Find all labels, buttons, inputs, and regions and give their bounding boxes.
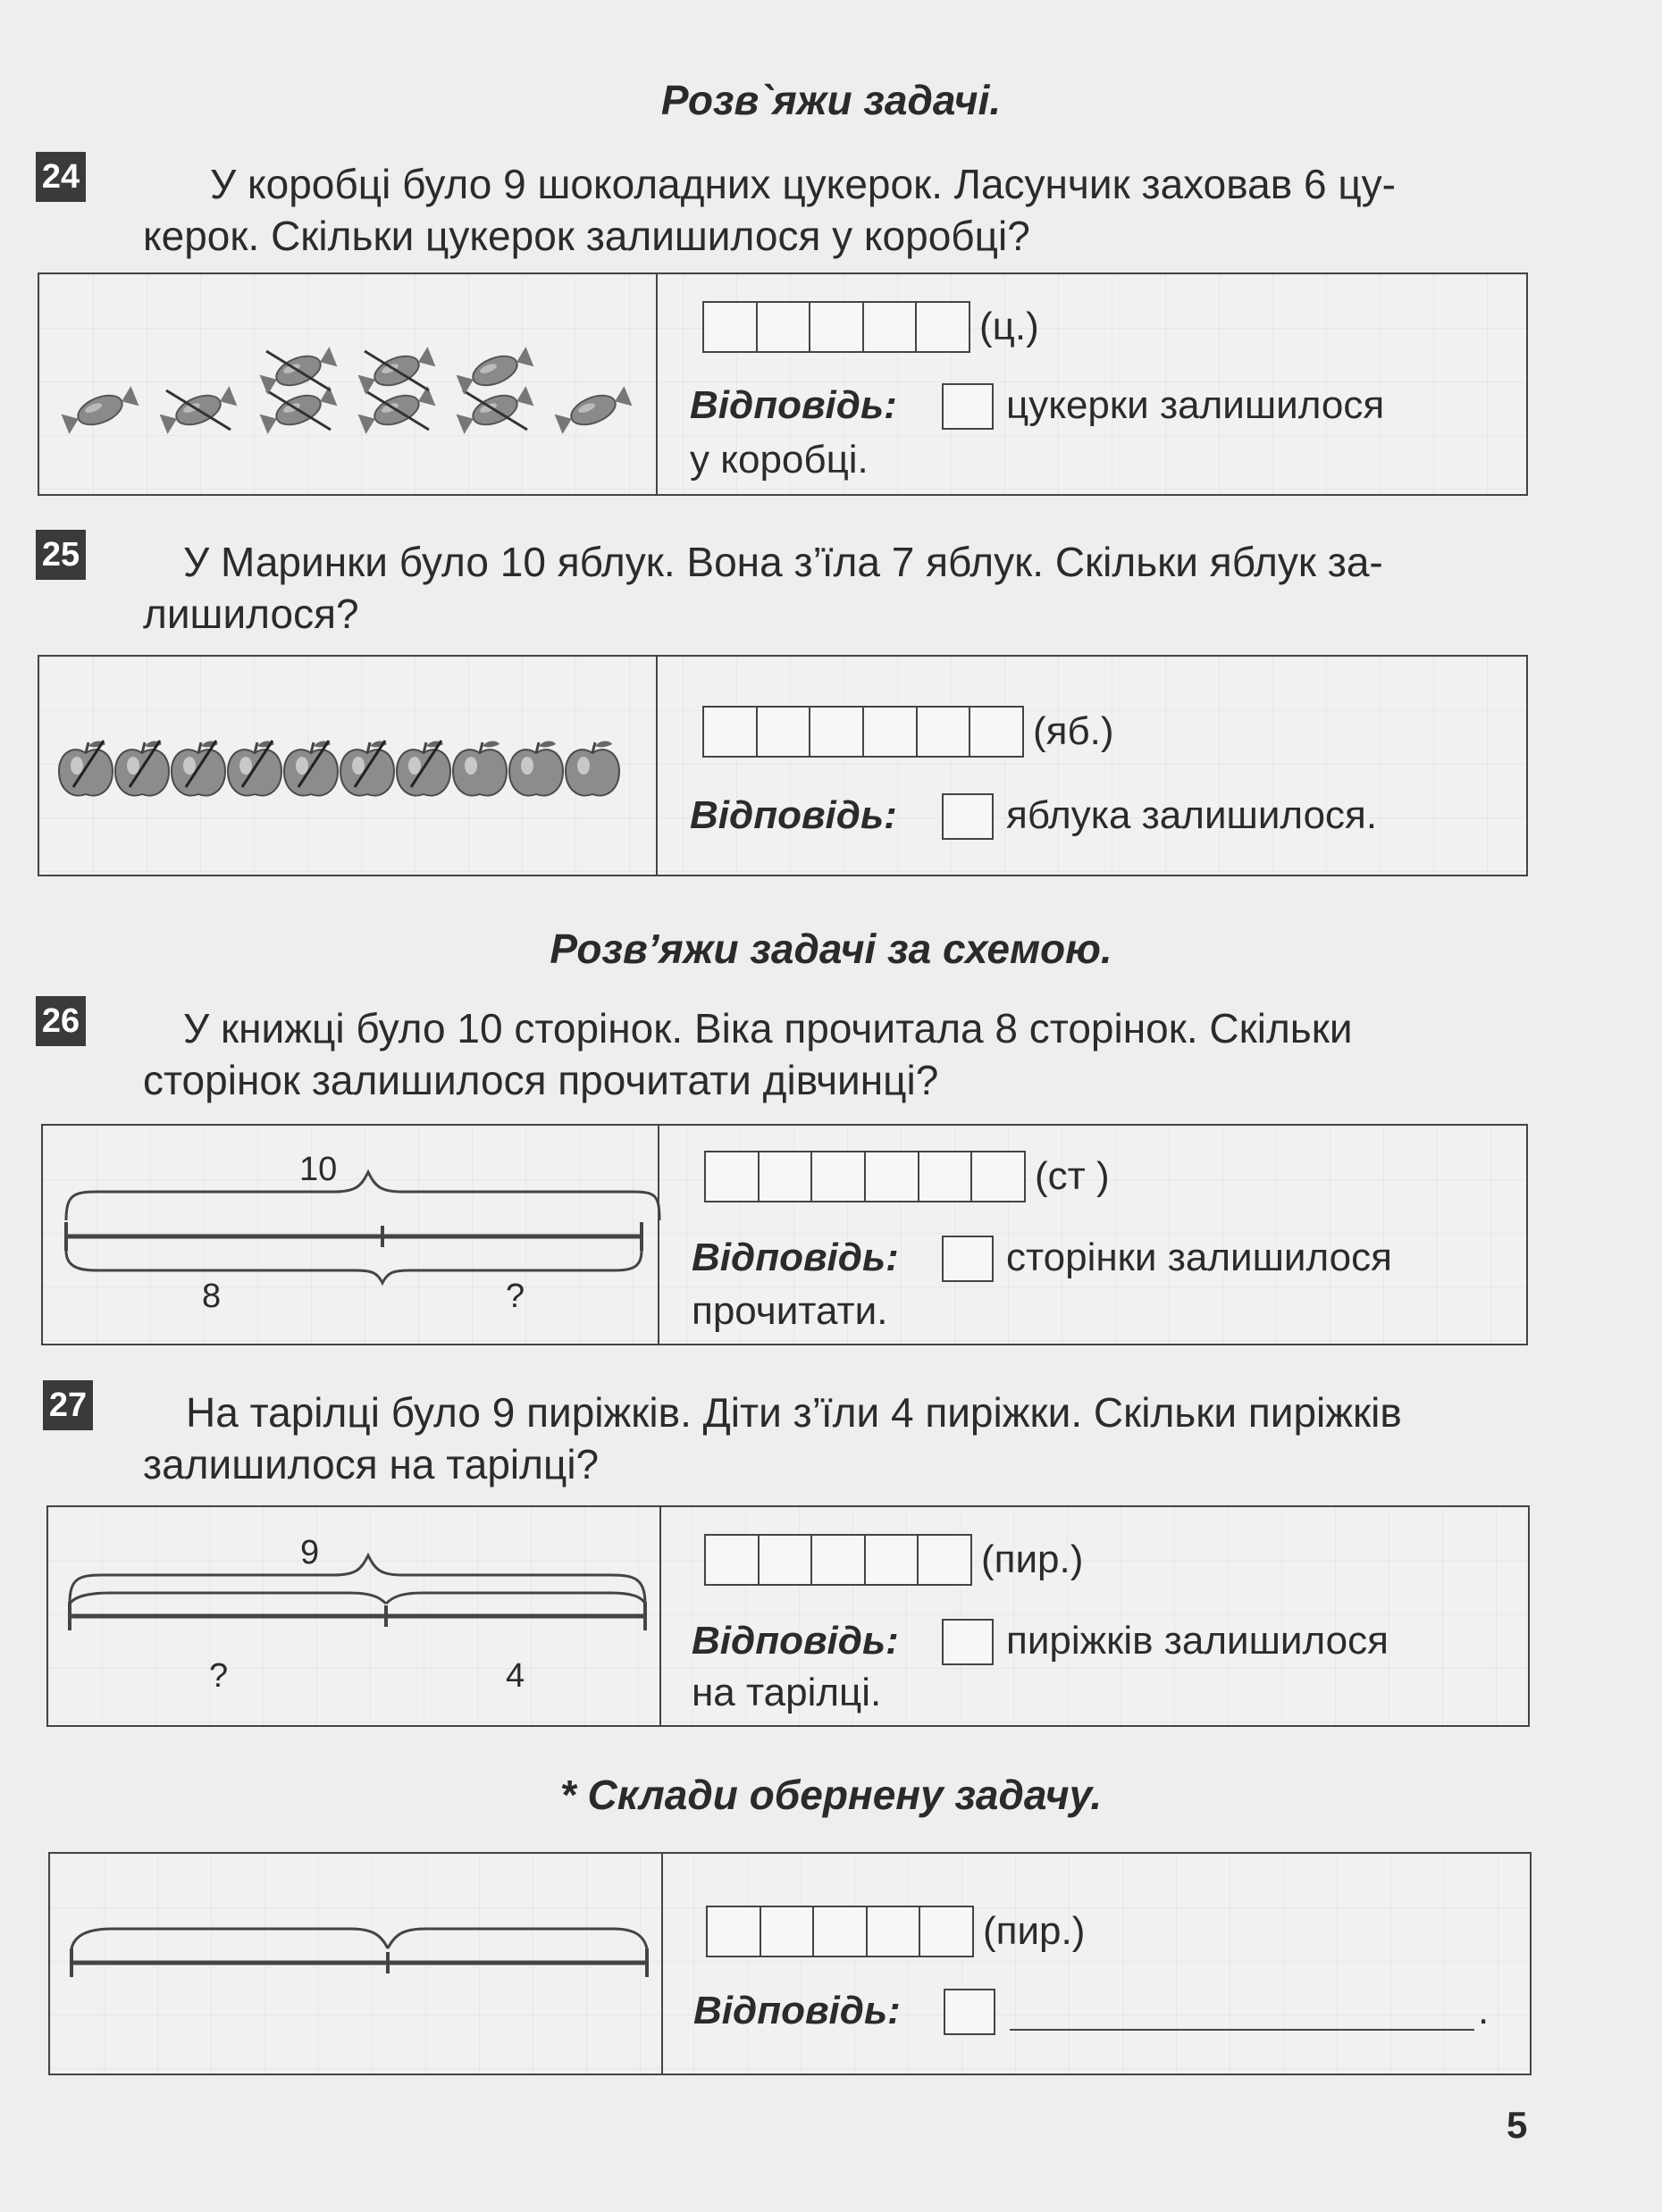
answer-box[interactable] (942, 793, 994, 840)
scheme-total-label: 9 (300, 1534, 320, 1571)
inverse-problem-box (48, 1852, 1532, 2075)
problem-27-text-line1: На тарілці було 9 пиріжків. Діти з’їли 4 пиріжки. Скільки пиріжків (186, 1389, 1402, 1436)
scheme-left-label: 8 (202, 1278, 222, 1315)
apple (566, 742, 619, 796)
answer-text-line2: прочитати. (692, 1289, 888, 1333)
candy (456, 345, 534, 396)
problem-24-text-line1: У коробці було 9 шоколадних цукерок. Ласунчик заховав 6 цу- (210, 161, 1396, 207)
segment-scheme (50, 1854, 661, 2077)
scheme-top-brace (66, 1172, 659, 1220)
solution-cells[interactable] (704, 1151, 1026, 1202)
page-number: 5 (1507, 2104, 1528, 2146)
answer-box[interactable] (942, 1619, 994, 1665)
segment-scheme (43, 1126, 658, 1347)
problem-26-box (41, 1124, 1528, 1345)
answer-label: Відповідь: (690, 383, 897, 427)
problem-26-text-line1: У книжці було 10 сторінок. Віка прочитала 8 сторінок. Скільки (183, 1005, 1353, 1052)
scheme-left-brace (70, 1593, 386, 1604)
scheme-top-brace (70, 1555, 645, 1604)
apple (509, 742, 563, 796)
scheme-left-brace (71, 1929, 388, 1948)
answer-text-line1: сторінки залишилося (1006, 1236, 1392, 1279)
problem-25-box (38, 655, 1528, 876)
problem-24-text-line2: керок. Скільки цукерок залишилося у коробці? (143, 213, 1030, 259)
apples-illustration (39, 657, 656, 878)
candies-illustration (39, 274, 656, 498)
section-heading-3: * Склади обернену задачу. (559, 1772, 1103, 1818)
problem-26-text-line2: сторінок залишилося прочитати дівчинці? (143, 1057, 939, 1103)
problem-number-24: 24 (36, 152, 86, 202)
answer-end-mark: . (1478, 1989, 1490, 2032)
solution-cells[interactable] (706, 1906, 974, 1957)
answer-label: Відповідь: (692, 1619, 899, 1663)
answer-text-line1: яблука залишилося. (1006, 793, 1378, 837)
unit-label: (ц.) (979, 305, 1039, 348)
box-divider (661, 1854, 663, 2074)
problem-25-text-line2: лишилося? (143, 591, 359, 637)
problem-number-27: 27 (43, 1380, 93, 1430)
section-heading-2: Розв’яжи задачі за схемою. (550, 926, 1112, 972)
answer-text-line2: на тарілці. (692, 1671, 882, 1714)
scheme-left-label: ? (209, 1657, 229, 1695)
scheme-right-label: ? (506, 1278, 525, 1315)
unit-label: (ст ) (1035, 1154, 1110, 1198)
answer-label: Відповідь: (692, 1236, 899, 1279)
unit-label: (пир.) (981, 1538, 1084, 1581)
answer-text-line1: пиріжків залишилося (1006, 1619, 1389, 1663)
scheme-total-label: 10 (299, 1151, 338, 1188)
box-divider (659, 1507, 661, 1725)
problem-25-text-line1: У Маринки було 10 яблук. Вона з’їла 7 яблук. Скільки яблук за- (183, 539, 1383, 585)
scheme-right-brace (386, 1593, 645, 1604)
box-divider (656, 274, 658, 494)
problem-24-box (38, 272, 1528, 496)
solution-cells[interactable] (702, 301, 970, 353)
problem-27-box (46, 1505, 1530, 1727)
candy (554, 384, 633, 435)
segment-scheme (48, 1507, 659, 1729)
solution-cells[interactable] (704, 1534, 972, 1586)
unit-label: (яб.) (1033, 709, 1114, 753)
answer-box[interactable] (944, 1989, 995, 2035)
answer-text-line2: у коробці. (690, 438, 869, 482)
answer-label: Відповідь: (693, 1989, 901, 2032)
answer-text-line1: цукерки залишилося (1006, 383, 1385, 427)
section-heading-1: Розв`яжи задачі. (660, 77, 1002, 123)
answer-write-line[interactable] (1010, 2029, 1474, 2031)
scheme-right-brace (388, 1929, 647, 1948)
problem-number-26: 26 (36, 996, 86, 1046)
apple (453, 742, 507, 796)
answer-box[interactable] (942, 383, 994, 430)
scheme-bottom-brace (66, 1251, 642, 1283)
solution-cells[interactable] (702, 706, 1024, 758)
candy (61, 384, 139, 435)
unit-label: (пир.) (983, 1909, 1086, 1953)
box-divider (656, 657, 658, 875)
problem-27-text-line2: залишилося на тарілці? (143, 1441, 600, 1487)
box-divider (658, 1126, 659, 1344)
answer-label: Відповідь: (690, 793, 897, 837)
answer-box[interactable] (942, 1236, 994, 1282)
problem-number-25: 25 (36, 530, 86, 580)
scheme-right-label: 4 (506, 1657, 525, 1695)
